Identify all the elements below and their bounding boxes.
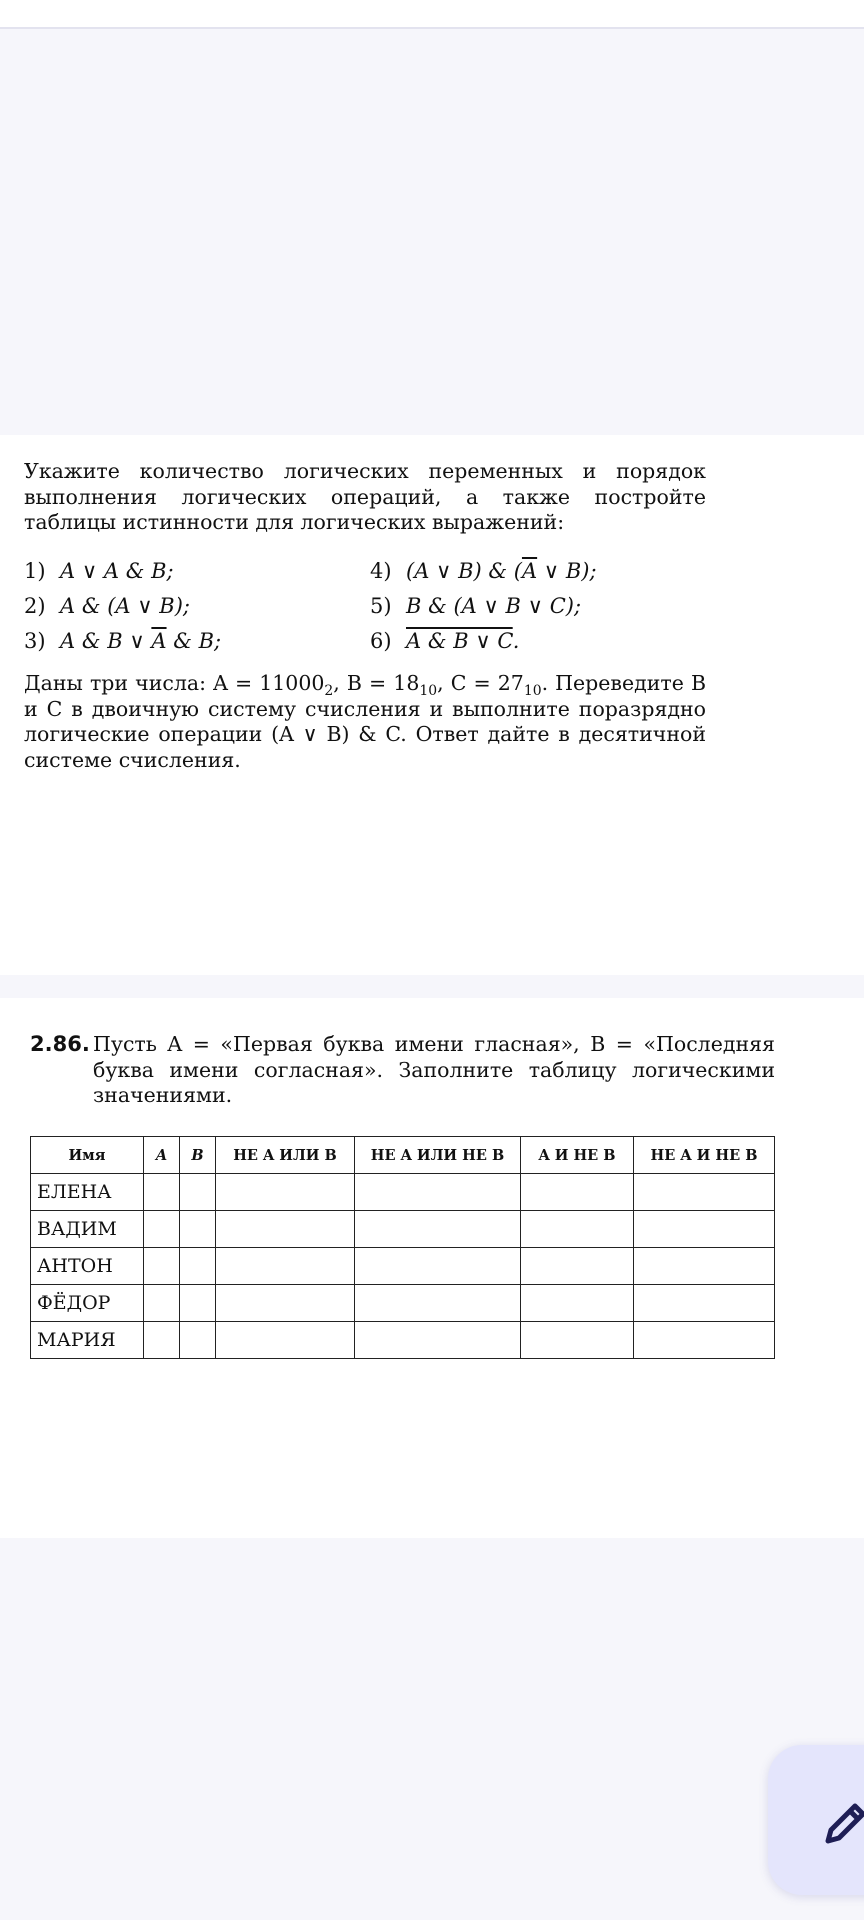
- empty-cell: [634, 1174, 775, 1211]
- textbook-page-1: [0, 435, 864, 975]
- empty-cell: [180, 1322, 216, 1359]
- expression-3: 3) A & B ∨ $\overline{A}$ & B;: [24, 629, 222, 653]
- empty-cell: [216, 1248, 355, 1285]
- name-cell: МАРИЯ: [31, 1322, 144, 1359]
- empty-cell: [521, 1322, 634, 1359]
- task-3-text: Пусть A = «Первая буква имени гласная», B = «Последняя буква имени согласная». Заполните таблицу логическими значениями.: [93, 1032, 775, 1107]
- column-header: A И НЕ B: [521, 1137, 634, 1174]
- column-header: A: [144, 1137, 180, 1174]
- table-row: [31, 1174, 775, 1211]
- empty-cell: [180, 1285, 216, 1322]
- empty-cell: [355, 1322, 521, 1359]
- empty-cell: [216, 1211, 355, 1248]
- task-number: 2.86.: [30, 1032, 90, 1056]
- table-row: [31, 1248, 775, 1285]
- empty-cell: [216, 1322, 355, 1359]
- column-header: НЕ A ИЛИ B: [216, 1137, 355, 1174]
- table-row: [31, 1322, 775, 1359]
- truth-table: [30, 1136, 775, 1359]
- empty-cell: [144, 1285, 180, 1322]
- expression-list: [24, 559, 724, 669]
- column-header: НЕ A ИЛИ НЕ B: [355, 1137, 521, 1174]
- table-row: [31, 1211, 775, 1248]
- empty-cell: [216, 1285, 355, 1322]
- expression-5: 5) B & (A ∨ B ∨ C);: [370, 594, 582, 618]
- empty-cell: [355, 1248, 521, 1285]
- empty-cell: [634, 1211, 775, 1248]
- name-cell: ВАДИМ: [31, 1211, 144, 1248]
- pencil-icon: [820, 1797, 864, 1849]
- empty-cell: [144, 1248, 180, 1285]
- empty-cell: [180, 1174, 216, 1211]
- empty-cell: [521, 1174, 634, 1211]
- empty-cell: [355, 1174, 521, 1211]
- column-header: НЕ A И НЕ B: [634, 1137, 775, 1174]
- table-row: [31, 1285, 775, 1322]
- table-header-row: [31, 1137, 775, 1174]
- empty-cell: [180, 1211, 216, 1248]
- top-bar: [0, 0, 864, 29]
- column-header: B: [180, 1137, 216, 1174]
- textbook-page-2: [0, 998, 864, 1538]
- expression-1: 1) A ∨ A & B;: [24, 559, 174, 583]
- empty-cell: [144, 1174, 180, 1211]
- edit-button[interactable]: [768, 1745, 864, 1895]
- task-2-text: Даны три числа: $A = 11000_2$, $B = 18_{10}$, $C = 27_{10}$. Переведите B и C в двоичную систему счисления и выполните поразрядно логические операции (A ∨ B) & C. Ответ дайте в десятичной системе счисления.: [24, 671, 707, 772]
- empty-cell: [521, 1211, 634, 1248]
- empty-cell: [634, 1322, 775, 1359]
- task-1-instructions: Укажите количество логических переменных и порядок выполнения логических операций, а также постройте таблицы истинности для логических выражений:: [24, 459, 706, 534]
- empty-cell: [521, 1248, 634, 1285]
- expression-6: 6) A & B ∨ C.: [370, 629, 520, 653]
- empty-cell: [180, 1248, 216, 1285]
- empty-cell: [634, 1285, 775, 1322]
- expression-4: 4) (A ∨ B) & ($\overline{A}$ ∨ B);: [370, 559, 597, 583]
- column-header: Имя: [31, 1137, 144, 1174]
- empty-cell: [355, 1211, 521, 1248]
- name-cell: АНТОН: [31, 1248, 144, 1285]
- name-cell: ЕЛЕНА: [31, 1174, 144, 1211]
- expression-2: 2) A & (A ∨ B);: [24, 594, 190, 618]
- empty-cell: [521, 1285, 634, 1322]
- empty-cell: [216, 1174, 355, 1211]
- name-cell: ФЁДОР: [31, 1285, 144, 1322]
- empty-cell: [634, 1248, 775, 1285]
- empty-cell: [144, 1211, 180, 1248]
- empty-cell: [355, 1285, 521, 1322]
- empty-cell: [144, 1322, 180, 1359]
